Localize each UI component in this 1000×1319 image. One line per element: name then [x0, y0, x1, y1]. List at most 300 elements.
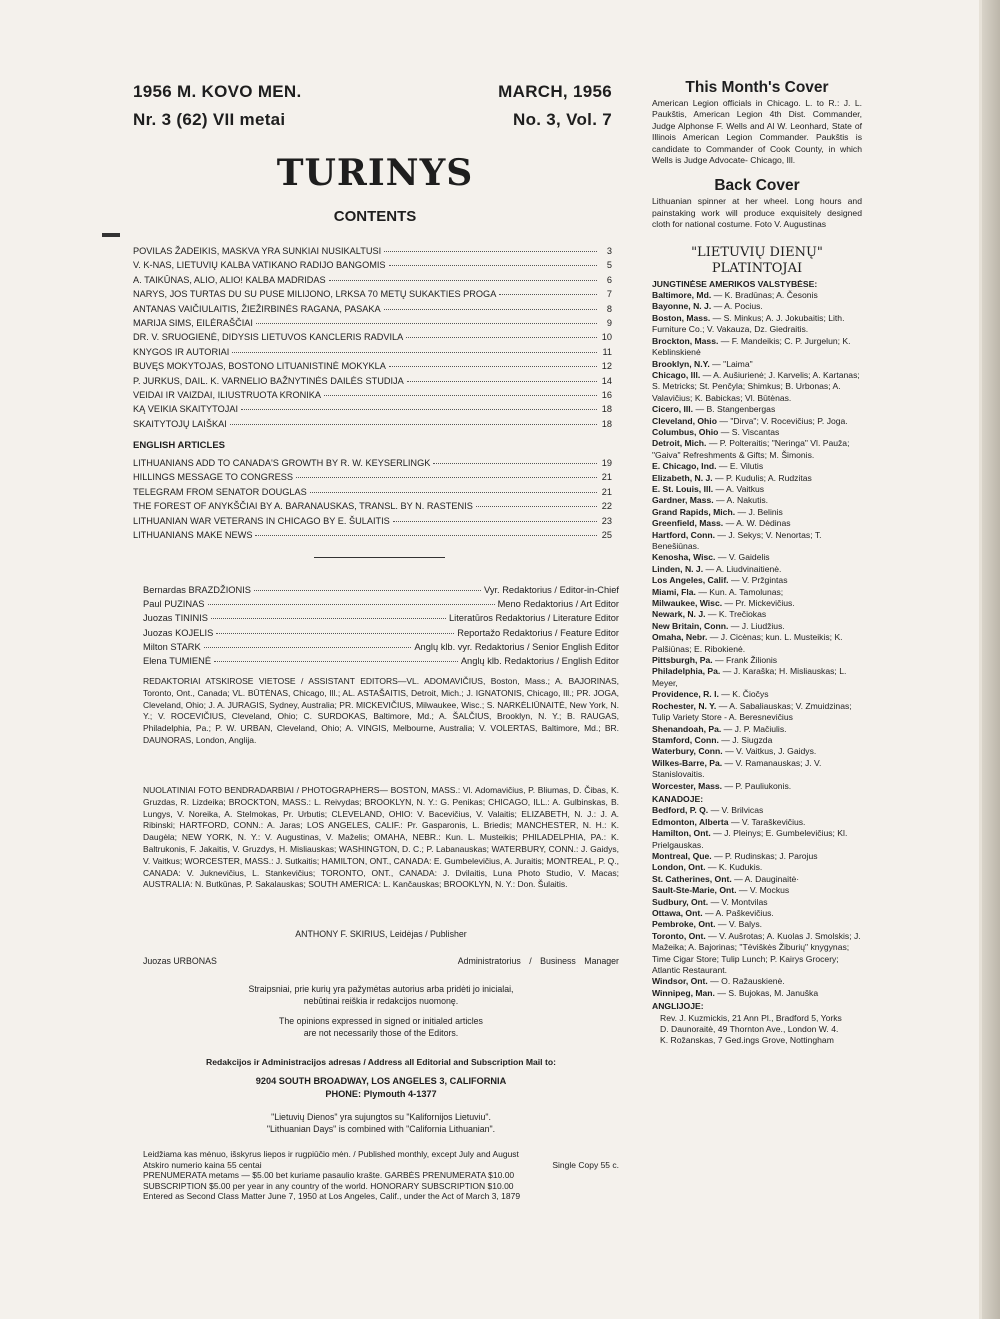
distributor-city: Elizabeth, N. J.: [652, 472, 713, 483]
toc-page: 25: [601, 529, 612, 540]
staff-row: [143, 642, 619, 656]
distributor-city: Baltimore, Md.: [652, 290, 712, 301]
toc-page: 19: [601, 458, 612, 468]
distributor-names: — J. Sekys; V. Nenortas; T. Benešiūnas.: [652, 529, 822, 551]
distributor-entry: [652, 735, 862, 746]
right-column: [652, 78, 862, 1047]
distributor-city: Montreal, Que.: [652, 850, 712, 861]
staff-role: Anglų klb. vyr. Redaktorius / Senior English Editor: [414, 641, 619, 652]
distributor-city: E. St. Louis, Ill.: [652, 483, 714, 494]
distributor-names: — B. Stangenbergas: [695, 404, 776, 415]
back-cover-heading: Back Cover: [714, 177, 800, 195]
address-street: 9204 SOUTH BROADWAY, LOS ANGELES 3, CALIFORNIA: [255, 1076, 507, 1086]
distributor-entry: [652, 609, 862, 620]
distributor-names: — J. P. Mačiulis.: [723, 723, 787, 734]
distributor-names: — A. Paškevičius.: [705, 908, 774, 918]
distributor-entry: [652, 313, 862, 336]
staff-first-name: Juozas: [143, 627, 173, 638]
toc-row: [133, 419, 612, 433]
issue-date-en-line1: MARCH, 1956: [498, 82, 612, 101]
toc-title: HILLINGS MESSAGE TO CONGRESS: [133, 472, 293, 483]
staff-row: [143, 656, 619, 670]
toc-leader: [433, 463, 597, 464]
distributors-heading-line1: "LIETUVIŲ DIENŲ": [691, 244, 823, 260]
toc-row: [133, 487, 612, 501]
distributor-names: — J. Pleinys; E. Gumbelevičius; Kl. Prielgauskas.: [652, 828, 848, 850]
distributor-entry: [652, 495, 862, 506]
distributor-entry: [652, 851, 862, 862]
distributor-entry: [652, 805, 862, 816]
distributor-names: — K. Čiočys: [721, 689, 769, 700]
toc-row: [133, 361, 612, 375]
toc-title: DR. V. SRUOGIENĖ, DIDYSIS LIETUVOS KANCLERIS RADVILA: [133, 332, 404, 343]
staff-row: [143, 628, 619, 642]
disclaimer-en-line1: The opinions expressed in signed or initialed articles: [279, 1016, 483, 1026]
toc-leader: [389, 366, 597, 367]
distributor-city: Brockton, Mass.: [652, 335, 719, 346]
distributor-entry: [652, 587, 862, 598]
toc-leader: [499, 294, 597, 295]
distributor-names: — V. Pržgintas: [730, 575, 788, 586]
toc-page: 10: [601, 332, 612, 343]
toc-title: VEIDAI IR VAIZDAI, ILIUSTRUOTA KRONIKA: [133, 389, 322, 400]
page-subtitle: CONTENTS: [333, 208, 417, 225]
toc-title: P. JURKUS, DAIL. K. VARNELIO BAŽNYTINĖS DAILĖS STUDIJA: [133, 375, 404, 386]
distributor-names: — A. Liudvinaitienė.: [705, 563, 782, 574]
distributor-entry: [652, 507, 862, 518]
staff-name: [143, 628, 213, 638]
toc-title: KĄ VEIKIA SKAITYTOJAI: [133, 404, 239, 415]
distributor-city: Bedford, P. Q.: [652, 805, 709, 816]
manager-role: Administratorius / Business Manager: [457, 956, 619, 966]
issue-date-lt-line1: 1956 M. KOVO MEN.: [133, 82, 302, 101]
disclaimer-lt: [143, 984, 619, 1007]
staff-name: [143, 599, 205, 609]
distributor-entry: [652, 666, 862, 689]
canada-heading: KANADOJE:: [652, 793, 704, 804]
distributor-names: — J. Cicėnas; kun. L. Musteikis; K. Palšiūnas; E. Ribokienė.: [652, 632, 843, 654]
distributor-entry: [652, 897, 862, 908]
staff-last-name: STARK: [170, 641, 201, 652]
toc-leader: [329, 280, 597, 281]
distributor-entry: [652, 885, 862, 896]
distributor-entry: [652, 290, 862, 301]
distributor-names: — V. Taraškevičius.: [730, 816, 806, 827]
single-copy-lt: Atskiro numerio kaina 55 centai: [143, 1159, 262, 1170]
distributor-city: Boston, Mass.: [652, 312, 711, 323]
distributor-city: Toronto, Ont.: [652, 930, 706, 941]
distributor-entry: [652, 931, 862, 977]
toc-leader: [384, 251, 597, 252]
distributor-entry: [652, 908, 862, 919]
distributor-city: Bayonne, N. J.: [652, 301, 712, 312]
distributor-entry: [652, 473, 862, 484]
toc-title: BUVĘS MOKYTOJAS, BOSTONO LITUANISTINĖ MOKYKLA: [133, 361, 386, 372]
distributor-city: Rochester, N. Y.: [652, 700, 717, 711]
distributor-city: Philadelphia, Pa.: [652, 666, 721, 677]
toc-title: MARIJA SIMS, EILĖRAŠČIAI: [133, 317, 253, 328]
distributor-entry: [652, 336, 862, 359]
distributors-heading-line2: PLATINTOJAI: [711, 260, 803, 276]
distributor-city: Omaha, Nebr.: [652, 632, 708, 643]
distributors-heading: [652, 245, 862, 277]
toc-leader: [406, 337, 597, 338]
distributor-names: — V. Balys.: [717, 919, 763, 930]
distributor-city: E. Chicago, Ind.: [652, 461, 717, 472]
disclaimer-lt-line1: Straipsniai, prie kurių yra pažymėtas autorius arba pridėti jo inicialai,: [248, 984, 514, 994]
toc-leader: [310, 492, 597, 493]
toc-title: SKAITYTOJŲ LAIŠKAI: [133, 418, 227, 429]
photographers-paragraph: NUOLATINIAI FOTO BENDRADARBIAI / PHOTOGRAPHERS— BOSTON, MASS.: Vl. Adomavičius, P. Bliumas, D. Čibas, K. Gruzdas, R. Lizdeika; BROCKTON, MASS.: L. Reivydas; BROOKLYN, N. Y.: G. Penikas; CHICAGO, ILL.: A. Gulbinskas, B. Lungys, V. Noreika, A. Stelmokas, Pr. Urbutis; CLEVELAND, OHIO: V. Bacevičius, V. Valaitis; ELIZABETH, N. J.: J. A. Ribinski; HARTFORD, CONN.: A. Jaras; LOS ANGELES, CALIF.: Pr. Gasparonis, L. Briedis; MANCHESTER, N. H.: K. Daugėla; NEW YORK, N. Y.: V. Augustinas, V. Maželis; OMAHA, NEBR.: Kun. L. Musteikis; PHILADELPHIA, PA.: K. Baltrukonis, F. Jakaitis, V. Gruzdys, H. Misliauskas; WASHINGTON, D. C.; P. Labanauskas; WATERBURY, CONN.: J. Gaidys, V. Vaitkus; WORCESTER, MASS.: J. Sutkaitis; HAMILTON, ONT., CANADA: E. Gumbelevičius, A. Juraitis; MONTREAL, P. Q., CANADA: V. Juknevičius, L. Stankevičius; TORONTO, ONT., CANADA: J. Dvilaitis, Luna Photo Studio, V. Macas; AUSTRALIA: N. Butkūnas, P. Sakalauskas; SOUTH AMERICA: L. Kančauskas; BROOKLYN, N. Y.: Don. Šulaitis.: [143, 785, 619, 890]
distributor-city: Brooklyn, N.Y.: [652, 358, 710, 369]
disclaimer-en-line2: are not necessarily those of the Editors.: [303, 1027, 459, 1038]
distributor-names: — P. Pauliukonis.: [724, 780, 792, 791]
distributor-entry: [652, 621, 862, 632]
cover-caption: American Legion officials in Chicago. L. to R.: J. L. Paukštis, American Legion 4th Dist. Commander, Judge Alphonse F. Wells and Al W. Leonhard, State of Illinois American Legion Commander. Paukštis is candidate to Commander of Cook County, in which Wells is Judge Advocate- Chicago, Ill.: [652, 98, 862, 166]
subscription-lt: PRENUMERATA metams — $5.00 bet kuriame pasaulio krašte. GARBĖS PRENUMERATA $10.00: [143, 1170, 515, 1181]
staff-name: [143, 613, 208, 623]
staff-list: [143, 585, 619, 670]
distributor-names: — E. Vilutis: [718, 461, 764, 472]
toc-leader: [296, 477, 597, 478]
distributor-entry: [652, 655, 862, 666]
distributor-entry: [652, 746, 862, 757]
toc-row: [133, 347, 612, 361]
staff-first-name: Juozas: [143, 613, 173, 624]
distributor-city: New Britain, Conn.: [652, 620, 729, 631]
distributor-names: — A. Nakutis.: [716, 495, 769, 506]
uk-distributors: [652, 1013, 862, 1047]
distributor-entry: [652, 781, 862, 792]
postal-entry: Entered as Second Class Matter June 7, 1950 at Los Angeles, Calif., under the Act of March 3, 1879: [143, 1191, 521, 1202]
toc-leader: [241, 409, 597, 410]
toc-page: 14: [601, 375, 612, 386]
distributor-names: — K. Kudukis.: [707, 862, 763, 873]
distributor-names: — V. Montvilas: [710, 896, 768, 907]
toc-page: 18: [601, 418, 612, 429]
toc-row: [133, 516, 612, 530]
distributor-names: — P. Kudulis; A. Rudzitas: [715, 472, 812, 483]
distributor-names: — "Dirva"; V. Rocevičius; P. Joga.: [719, 415, 848, 426]
toc-title: KNYGOS IR AUTORIAI: [133, 346, 230, 357]
distributor-city: Kenosha, Wisc.: [652, 552, 716, 563]
toc-row: [133, 501, 612, 515]
distributor-entry: [652, 301, 862, 312]
toc-row: [133, 289, 612, 303]
staff-leader: [204, 647, 412, 648]
distributor-entry: [652, 817, 862, 828]
toc-page: 12: [601, 361, 612, 372]
staff-role: Meno Redaktorius / Art Editor: [497, 599, 619, 610]
staff-last-name: KOJELIS: [175, 627, 214, 638]
staff-leader: [216, 633, 454, 634]
staff-last-name: PUZINAS: [164, 599, 205, 610]
toc-leader: [476, 506, 597, 507]
issue-number-lt: Nr. 3 (62) VII metai: [133, 110, 286, 129]
disclaimer-en: [143, 1016, 619, 1039]
uk-distributor: Rev. J. Kuzmickis, 21 Ann Pl., Bradford 5, Yorks: [660, 1012, 842, 1023]
distributor-entry: [652, 530, 862, 553]
toc-leader: [384, 309, 597, 310]
margin-mark: [102, 233, 120, 237]
toc-title: POVILAS ŽADEIKIS, MASKVA YRA SUNKIAI NUSIKALTUSI: [133, 246, 382, 256]
distributor-names: — O. Ražauskienė.: [710, 976, 785, 987]
distributor-city: Gardner, Mass.: [652, 495, 714, 506]
toc-leader: [393, 521, 597, 522]
distributor-names: — P. Rudinskas; J. Parojus: [714, 850, 818, 861]
distributor-city: Columbus, Ohio: [652, 426, 719, 437]
distributor-entry: [652, 438, 862, 461]
toc-row: [133, 260, 612, 274]
distributor-names: — S. Bujokas, M. Januška: [717, 987, 819, 998]
distributor-entry: [652, 976, 862, 987]
toc-title: A. TAIKŪNAS, ALIO, ALIO! KALBA MADRIDAS: [133, 274, 326, 285]
toc-title: LITHUANIANS ADD TO CANADA'S GROWTH BY R. W. KEYSERLINGK: [133, 458, 431, 468]
distributor-entry: [652, 552, 862, 563]
distributor-names: — A. Sabaliauskas; V. Zmuidzinas; Tulip Variety Store - A. Beresnevičius: [652, 700, 852, 723]
staff-row: [143, 613, 619, 627]
distributor-names: — V. Mockus: [738, 885, 790, 896]
distributor-city: Milwaukee, Wisc.: [652, 598, 723, 609]
distributor-names: — A. W. Dėdinas: [725, 518, 791, 529]
toc-row: [133, 404, 612, 418]
distributor-city: Chicago, Ill.: [652, 369, 701, 380]
distributor-city: Pittsburgh, Pa.: [652, 655, 713, 666]
distributor-names: — V. Vaitkus, J. Gaidys.: [725, 746, 817, 757]
staff-first-name: Elena: [143, 655, 167, 666]
toc-row: [133, 376, 612, 390]
toc-leader: [230, 424, 597, 425]
toc-leader: [256, 323, 597, 324]
distributor-names: — K. Bradūnas; A. Česonis: [713, 290, 818, 301]
distributor-city: St. Catherines, Ont.: [652, 873, 732, 884]
toc-page: 23: [601, 515, 612, 526]
distributor-city: Cicero, Ill.: [652, 404, 694, 415]
distributor-entry: [652, 461, 862, 472]
distributor-entry: [652, 370, 862, 404]
distributor-names: — A. Aušiurienė; J. Karvelis; A. Kartanas; S. Metricks; St. Penčyla; Shimkus; B. Urbonas; A. Valavičius; K. Babickas; Vl. Būtėnas.: [652, 369, 860, 403]
staff-role: Literatūros Redaktorius / Literature Editor: [448, 613, 619, 624]
toc-title: V. K-NAS, LIETUVIŲ KALBA VATIKANO RADIJO BANGOMIS: [133, 260, 386, 271]
distributor-entry: [652, 724, 862, 735]
single-copy-price: [143, 1160, 619, 1171]
distributor-entry: [652, 484, 862, 495]
toc-page: 7: [606, 289, 612, 300]
distributor-names: — S. Viscantas: [720, 426, 780, 437]
distributor-city: Los Angeles, Calif.: [652, 575, 729, 586]
distributor-city: Winnipeg, Man.: [652, 987, 715, 998]
staff-first-name: Bernardas: [143, 585, 186, 595]
distributor-city: Sudbury, Ont.: [652, 896, 709, 907]
publication-frequency: Leidžiama kas mėnuo, išskyrus liepos ir rugpiūčio mėn. / Published monthly, except July and August: [143, 1149, 519, 1159]
distributor-entry: [652, 404, 862, 415]
toc-title: LITHUANIAN WAR VETERANS IN CHICAGO BY E. ŠULAITIS: [133, 515, 390, 526]
staff-role: Reportažo Redaktorius / Feature Editor: [457, 627, 619, 638]
toc-title: ANTANAS VAIČIULAITIS, ŽIEŽIRBINĖS RAGANA, PASAKA: [133, 303, 381, 314]
distributor-city: Linden, N. J.: [652, 563, 704, 574]
distributor-entry: [652, 828, 862, 851]
usa-distributors: [652, 290, 862, 792]
staff-first-name: Milton: [143, 641, 168, 652]
toc-title: THE FOREST OF ANYKŠČIAI BY A. BARANAUSKAS, TRANSL. BY N. RASTENIS: [133, 501, 473, 512]
back-cover-caption: Lithuanian spinner at her wheel. Long hours and painstaking work will produce exquisitely designed cloth for national costume. Foto V. Augustinas: [652, 196, 862, 230]
distributor-city: Stamford, Conn.: [652, 734, 719, 745]
toc-page: 21: [601, 486, 612, 497]
issue-number-en: No. 3, Vol. 7: [513, 110, 612, 129]
distributor-entry: [652, 564, 862, 575]
distributor-entry: [652, 359, 862, 370]
distributor-city: Newark, N. J.: [652, 609, 706, 620]
toc-page: 11: [602, 346, 612, 357]
page-title: TURINYS: [276, 152, 474, 194]
distributor-entry: [652, 701, 862, 724]
distributor-city: Grand Rapids, Mich.: [652, 506, 736, 517]
distributor-names: — J. Siugzda: [721, 734, 773, 745]
toc-title: LITHUANIANS MAKE NEWS: [133, 529, 253, 540]
staff-first-name: Paul: [143, 599, 162, 610]
single-copy-en: Single Copy 55 c.: [552, 1159, 619, 1170]
toc-row: [133, 530, 612, 544]
toc-row: [133, 472, 612, 486]
canada-distributors: [652, 805, 862, 999]
toc-lithuanian: [133, 246, 612, 433]
distributor-names: — P. Polteraitis; "Neringa" Vl. Pauža; "Gaiva" Refreshments & Gifts; M. Šimonis.: [652, 438, 850, 460]
staff-name: [143, 656, 211, 666]
distributor-entry: [652, 416, 862, 427]
uk-distributor: K. Rožanskas, 7 Ged.ings Grove, Nottingham: [660, 1035, 834, 1046]
staff-leader: [254, 590, 481, 591]
staff-last-name: TUMIENĖ: [169, 655, 212, 666]
staff-name: [143, 642, 201, 652]
disclaimer-lt-line2: nebūtinai reiškia ir redakcijos nuomonę.: [303, 995, 459, 1006]
toc-page: 22: [601, 501, 612, 512]
distributor-entry: [652, 598, 862, 609]
distributor-names: — V. Gaidelis: [717, 552, 770, 563]
toc-english: [133, 458, 612, 544]
manager-name: Juozas URBONAS: [143, 956, 217, 966]
toc-leader: [389, 265, 597, 266]
separator-line: [314, 557, 445, 558]
distributor-city: Waterbury, Conn.: [652, 746, 723, 757]
distributor-names: — A. Pocius.: [713, 301, 763, 312]
staff-leader: [208, 604, 495, 605]
distributor-city: Sault-Ste-Marie, Ont.: [652, 885, 737, 896]
subscription-info: [143, 1149, 619, 1202]
distributor-city: Detroit, Mich.: [652, 438, 707, 449]
distributor-entry: [652, 919, 862, 930]
toc-page: 6: [606, 274, 612, 285]
distributor-entry: [652, 427, 862, 438]
distributor-entry: [652, 758, 862, 781]
uk-distributor: D. Daunoraitė, 49 Thornton Ave., London W. 4.: [660, 1024, 839, 1035]
distributor-city: Hamilton, Ont.: [652, 828, 711, 839]
toc-row: [133, 390, 612, 404]
distributor-names: — F. Mandeikis; C. P. Jurgelun; K. Keblinskienė: [652, 335, 851, 358]
english-articles-heading: ENGLISH ARTICLES: [133, 440, 226, 451]
toc-leader: [407, 381, 597, 382]
toc-page: 9: [606, 317, 612, 328]
toc-row: [133, 318, 612, 332]
uk-heading: ANGLIJOJE:: [652, 1001, 704, 1012]
staff-leader: [211, 618, 446, 619]
merger-note-lt: "Lietuvių Dienos" yra sujungtos su "Kalifornijos Lietuviu".: [271, 1112, 491, 1122]
staff-role: Vyr. Redaktorius / Editor-in-Chief: [483, 585, 619, 595]
distributor-entry: [652, 632, 862, 655]
staff-last-name: BRAZDŽIONIS: [188, 585, 251, 595]
distributor-city: Windsor, Ont.: [652, 976, 708, 987]
staff-row: [143, 599, 619, 613]
issue-date-lt: [133, 78, 302, 134]
distributor-entry: [652, 988, 862, 999]
usa-heading: JUNGTINĖSE AMERIKOS VALSTYBĖSE:: [652, 278, 818, 289]
distributor-city: Miami, Fla.: [652, 586, 696, 597]
distributor-names: — J. Liudžius.: [730, 620, 785, 631]
toc-row: [133, 458, 612, 472]
staff-role: Anglų klb. Redaktorius / English Editor: [460, 655, 619, 666]
toc-title: TELEGRAM FROM SENATOR DOUGLAS: [133, 486, 307, 497]
distributor-city: Cleveland, Ohio: [652, 415, 717, 426]
distributor-names: — A. Dauginaitė·: [734, 873, 800, 884]
toc-row: [133, 246, 612, 260]
distributor-names: — Kun. A. Tamolunas;: [698, 586, 784, 597]
page-edge: [982, 0, 1000, 1319]
distributor-city: Shenandoah, Pa.: [652, 723, 722, 734]
cover-heading: This Month's Cover: [685, 79, 829, 96]
distributor-names: — A. Vaitkus: [715, 483, 765, 494]
issue-date-en: [460, 78, 612, 134]
distributor-entry: [652, 518, 862, 529]
distributor-city: Ottawa, Ont.: [652, 908, 703, 918]
distributor-names: — V. Brilvicas: [710, 805, 764, 816]
staff-name: [143, 585, 251, 595]
staff-last-name: TININIS: [174, 613, 208, 624]
distributor-city: Edmonton, Alberta: [652, 816, 729, 827]
address-phone: PHONE: Plymouth 4-1377: [325, 1089, 437, 1099]
distributor-city: Pembroke, Ont.: [652, 919, 716, 930]
toc-page: 21: [601, 472, 612, 483]
toc-title: NARYS, JOS TURTAS DU SU PUSE MILIJONO, LRKSA 70 METŲ SUKAKTIES PROGA: [133, 289, 497, 300]
toc-row: [133, 332, 612, 346]
distributor-city: Wilkes-Barre, Pa.: [652, 757, 723, 768]
assistant-editors-paragraph: REDAKTORIAI ATSKIROSE VIETOSE / ASSISTANT EDITORS—VL. ADOMAVIČIUS, Boston, Mass.; A. BAJORINAS, Toronto, Ont., Canada; VL. BŪTĖNAS, Chicago, Ill.; AL. ASTAŠAITIS, Detroit, Mich.; J. IGNATONIS, Chicago, Ill.; PR. JOGA, Cleveland, Ohio; J. A. JURAGIS, Sydney, Australia; PR. MICKEVIČIUS, Milwaukee, Wisc.; S. NARKĖLIŪNAITĖ, New York, N. Y.; V. ROCEVIČIUS, Cleveland, Ohio; C. SURDOKAS, Baltimore, Md.; A. ŠALČIUS, Brooklyn, N. Y.; B. RAUGAS, Philadelphia, Pa.; P. W. URBAN, Cleveland, Ohio; A. VINGIS, Melbourne, Australia; V. VOLERTAS, Baltimore, Md.; BR. DAUNORAS, London, Anglija.: [143, 676, 619, 745]
toc-row: [133, 304, 612, 318]
distributor-names: — "Laima": [712, 358, 753, 369]
distributor-city: Providence, R. I.: [652, 689, 719, 700]
distributor-city: Hartford, Conn.: [652, 529, 716, 540]
distributor-names: — J. Belinis: [737, 506, 783, 517]
merger-note: [143, 1112, 619, 1135]
toc-page: 3: [606, 246, 612, 256]
distributor-entry: [652, 575, 862, 586]
toc-leader: [324, 395, 597, 396]
distributor-city: Greenfield, Mass.: [652, 518, 724, 529]
distributor-names: — V. Aušrotas; A. Kuolas J. Smolskis; J. Mažeika; A. Bajorinas; "Tėviškės Žiburių" knygynas; Time Cigar Store; Tulip Lunch; P. Kairys Grocery; Atlantic Restaurant.: [652, 930, 861, 976]
toc-page: 16: [601, 389, 612, 400]
distributor-entry: [652, 874, 862, 885]
distributor-names: — K. Trečiokas: [707, 609, 767, 620]
distributor-entry: [652, 862, 862, 873]
distributor-names: — Frank Žilionis: [715, 655, 778, 666]
distributor-city: London, Ont.: [652, 862, 706, 873]
staff-leader: [214, 661, 458, 662]
distributor-names: — Pr. Mickevičius.: [724, 598, 795, 609]
distributor-city: Worcester, Mass.: [652, 780, 723, 791]
subscription-en: SUBSCRIPTION $5.00 per year in any country of the world. HONORARY SUBSCRIPTION $10.00: [143, 1180, 514, 1191]
toc-leader: [232, 352, 597, 353]
merger-note-en: "Lithuanian Days" is combined with "California Lithuanian".: [266, 1123, 496, 1134]
toc-leader: [255, 535, 597, 536]
staff-row: [143, 585, 619, 599]
